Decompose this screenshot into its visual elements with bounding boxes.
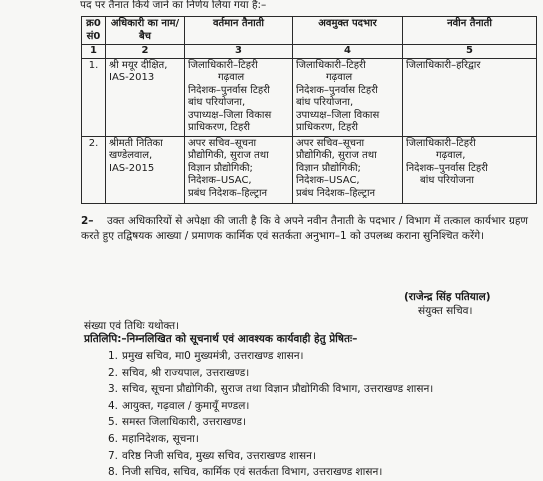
- column-number: 2: [106, 45, 185, 59]
- relieved-line: विज्ञान प्रौद्योगिकी;: [296, 162, 361, 174]
- list-item: [108, 381, 433, 398]
- list-item: [108, 464, 433, 481]
- intro-text: पद पर तैनात किये जाने का निर्णय लिया गया है:–: [80, 0, 267, 11]
- current-posting-cell: [185, 136, 293, 203]
- relieved-charge-cell: [293, 136, 403, 203]
- paragraph-text: उक्त अधिकारियों से अपेक्षा की जाती है कि वे अपने नवीन तैनाती के पदभार / विभाग में तत्काल कार्यभार ग्रहण करते हुए तद्विषयक आख्या / प्रमाणक कार्मिक एवं सतर्कता अनुभाग–1 को उपलब्ध कराना सुनिश्चित करेंगे।: [81, 215, 528, 242]
- new-line: बांध परियोजना: [420, 175, 474, 186]
- relieved-line: जिलाधिकारी–टिहरी: [296, 59, 366, 71]
- recipient-number: 8.: [108, 466, 119, 479]
- column-number-row: [82, 45, 537, 59]
- recipient-text: सचिव, श्री राज्यपाल, उत्तराखण्ड।: [122, 366, 250, 379]
- column-number: 4: [293, 45, 403, 59]
- recipient-text: प्रमुख सचिव, मा0 मुख्यमंत्री, उत्तराखण्ड शासन।: [122, 350, 304, 362]
- recipient-text: निजी सचिव, सचिव, कार्मिक एवं सतर्कता विभाग, उत्तराखण्ड शासन।: [122, 466, 383, 479]
- recipient-number: 4.: [108, 399, 119, 412]
- relieved-charge-cell: [293, 58, 403, 136]
- recipient-list: [108, 348, 433, 481]
- current-posting-cell: [185, 58, 293, 136]
- current-line: बांध परियोजना,: [188, 97, 246, 108]
- current-line: निदेशक–पुनर्वास टिहरी: [188, 84, 270, 96]
- list-item: [108, 414, 433, 431]
- row-serial: 2.: [82, 136, 106, 203]
- current-line: प्रबंध निदेशक–हिल्ट्रान: [188, 187, 268, 199]
- posting-table: [81, 16, 537, 204]
- recipient-number: 3.: [108, 383, 119, 396]
- header-new-posting: नवीन तैनाती: [403, 17, 537, 45]
- officer-line: IAS-2015: [109, 162, 155, 174]
- new-posting-cell: [403, 58, 537, 136]
- current-line: प्रौद्योगिकी, सुराज तथा: [188, 150, 269, 161]
- header-relieved-charge: अवमुक्त पदभार: [293, 17, 403, 45]
- officer-line: श्रीमती नितिका: [109, 137, 163, 149]
- current-line: गढ़वाल: [218, 72, 245, 83]
- new-line: जिलाधिकारी–टिहरी: [406, 137, 476, 149]
- signatory-name: (राजेन्द्र सिंह पतियाल): [404, 291, 491, 303]
- list-item: [108, 365, 433, 382]
- recipient-number: 5.: [108, 416, 119, 429]
- row-serial: 1.: [82, 58, 106, 136]
- officer-cell: [106, 136, 185, 203]
- header-officer: अधिकारी का नाम/ बैच: [106, 17, 185, 45]
- table-row: [82, 58, 537, 136]
- relieved-line: प्रबंध निदेशक–हिल्ट्रान: [296, 187, 376, 199]
- column-number: 5: [403, 45, 537, 59]
- recipient-text: सचिव, सूचना प्रौद्योगिकी, सुराज तथा विज्ञान प्रौद्योगिकी विभाग, उत्तराखण्ड शासन।: [122, 383, 434, 396]
- recipient-number: 2.: [108, 366, 119, 379]
- instruction-paragraph: [81, 214, 528, 244]
- current-line: विज्ञान प्रौद्योगिकी;: [188, 162, 253, 174]
- relieved-line: बांध परियोजना,: [296, 97, 354, 108]
- list-item: [108, 431, 433, 448]
- relieved-line: अपर सचिव–सूचना: [296, 137, 365, 149]
- list-item: [108, 448, 433, 465]
- officer-line: खण्डेलवाल,: [109, 150, 153, 161]
- copy-to-line: प्रतिलिपि:–निम्नलिखित को सूचनार्थ एवं आवश्यक कार्यवाही हेतु प्रेषितः–: [84, 333, 358, 345]
- current-line: उपाध्यक्ष–जिला विकास: [188, 109, 272, 121]
- relieved-line: प्रौद्योगिकी, सुराज तथा: [296, 150, 377, 161]
- officer-cell: [106, 58, 185, 136]
- recipient-text: वरिष्ठ निजी सचिव, मुख्य सचिव, उत्तराखण्ड शासन।: [122, 449, 316, 462]
- new-line: गढ़वाल,: [436, 150, 466, 161]
- relieved-line: निदेशक–USAC,: [296, 175, 360, 186]
- current-line: निदेशक–USAC,: [188, 175, 252, 186]
- header-serial: क्र0 सं0: [82, 17, 106, 45]
- header-current-posting: वर्तमान तैनाती: [185, 17, 293, 45]
- table-header-row: [82, 17, 537, 45]
- new-line: जिलाधिकारी–हरिद्वार: [406, 59, 481, 71]
- recipient-text: समस्त जिलाधिकारी, उत्तराखण्ड।: [122, 416, 246, 429]
- recipient-number: 6.: [108, 432, 119, 445]
- new-line: निदेशक–पुनर्वास टिहरी: [406, 162, 488, 174]
- recipient-number: 1.: [108, 350, 119, 362]
- recipient-number: 7.: [108, 449, 119, 462]
- officer-line: श्री मयूर दीक्षित,: [109, 59, 168, 71]
- table-row: [82, 136, 537, 203]
- paragraph-number: 2–: [81, 215, 94, 227]
- column-number: 1: [82, 45, 106, 59]
- officer-line: IAS-2013: [109, 72, 155, 83]
- new-posting-cell: [403, 136, 537, 203]
- recipient-text: महानिदेशक, सूचना।: [122, 432, 199, 445]
- relieved-line: उपाध्यक्ष–जिला विकास: [296, 109, 380, 121]
- column-number: 3: [185, 45, 293, 59]
- list-item: [108, 398, 433, 415]
- recipient-text: आयुक्त, गढ़वाल / कुमायूँ मण्डल।: [122, 399, 250, 412]
- current-line: जिलाधिकारी–टिहरी: [188, 59, 258, 71]
- current-line: अपर सचिव–सूचना: [188, 137, 257, 149]
- relieved-line: निदेशक–पुनर्वास टिहरी: [296, 84, 378, 96]
- signatory-title: संयुक्त सचिव।: [418, 305, 473, 317]
- current-line: प्राधिकरण, टिहरी: [188, 122, 250, 133]
- list-item: [108, 348, 433, 365]
- relieved-line: गढ़वाल: [326, 72, 353, 83]
- relieved-line: प्राधिकरण, टिहरी: [296, 122, 358, 133]
- reference-line: संख्या एवं तिथिः यथोक्त।: [84, 320, 180, 332]
